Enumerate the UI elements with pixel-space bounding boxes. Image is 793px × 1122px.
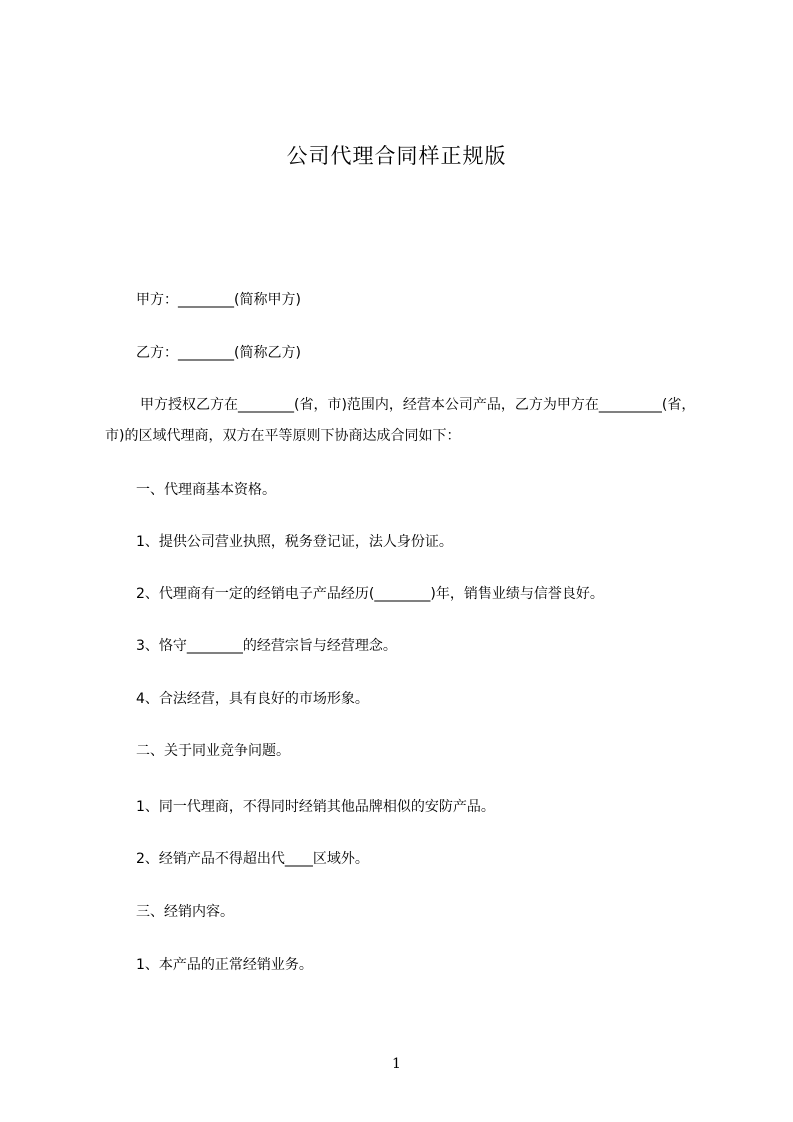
section-2-item-1: 1、同一代理商，不得同时经销其他品牌相似的安防产品。 [136, 799, 495, 815]
document-title: 公司代理合同样正规版 [286, 144, 507, 168]
section-3-heading: 三、经销内容。 [136, 904, 234, 920]
section-1-item-4: 4、合法经营，具有良好的市场形象。 [136, 691, 369, 707]
section-3-item-1: 1、本产品的正常经销业务。 [136, 957, 313, 973]
section-2-heading: 二、关于同业竞争问题。 [136, 743, 290, 759]
page-number: 1 [392, 1056, 401, 1072]
intro-text: 甲方授权乙方在________(省，市)范围内，经营本公司产品，乙方为甲方在_________(省，市)的区域代理商，双方在平等原则下协商达成合同如下： [105, 397, 696, 444]
section-1-heading: 一、代理商基本资格。 [136, 482, 276, 498]
party-a-line: 甲方：________(简称甲方) [136, 292, 301, 308]
section-1-item-3: 3、恪守________的经营宗旨与经营理念。 [136, 638, 397, 654]
intro-paragraph [105, 390, 705, 452]
party-b-line: 乙方：________(简称乙方) [136, 345, 301, 361]
section-2-item-2: 2、经销产品不得超出代____区域外。 [136, 851, 369, 867]
section-1-item-2: 2、代理商有一定的经销电子产品经历(________)年，销售业绩与信誉良好。 [136, 586, 604, 602]
section-1-item-1: 1、提供公司营业执照，税务登记证，法人身份证。 [136, 534, 453, 550]
